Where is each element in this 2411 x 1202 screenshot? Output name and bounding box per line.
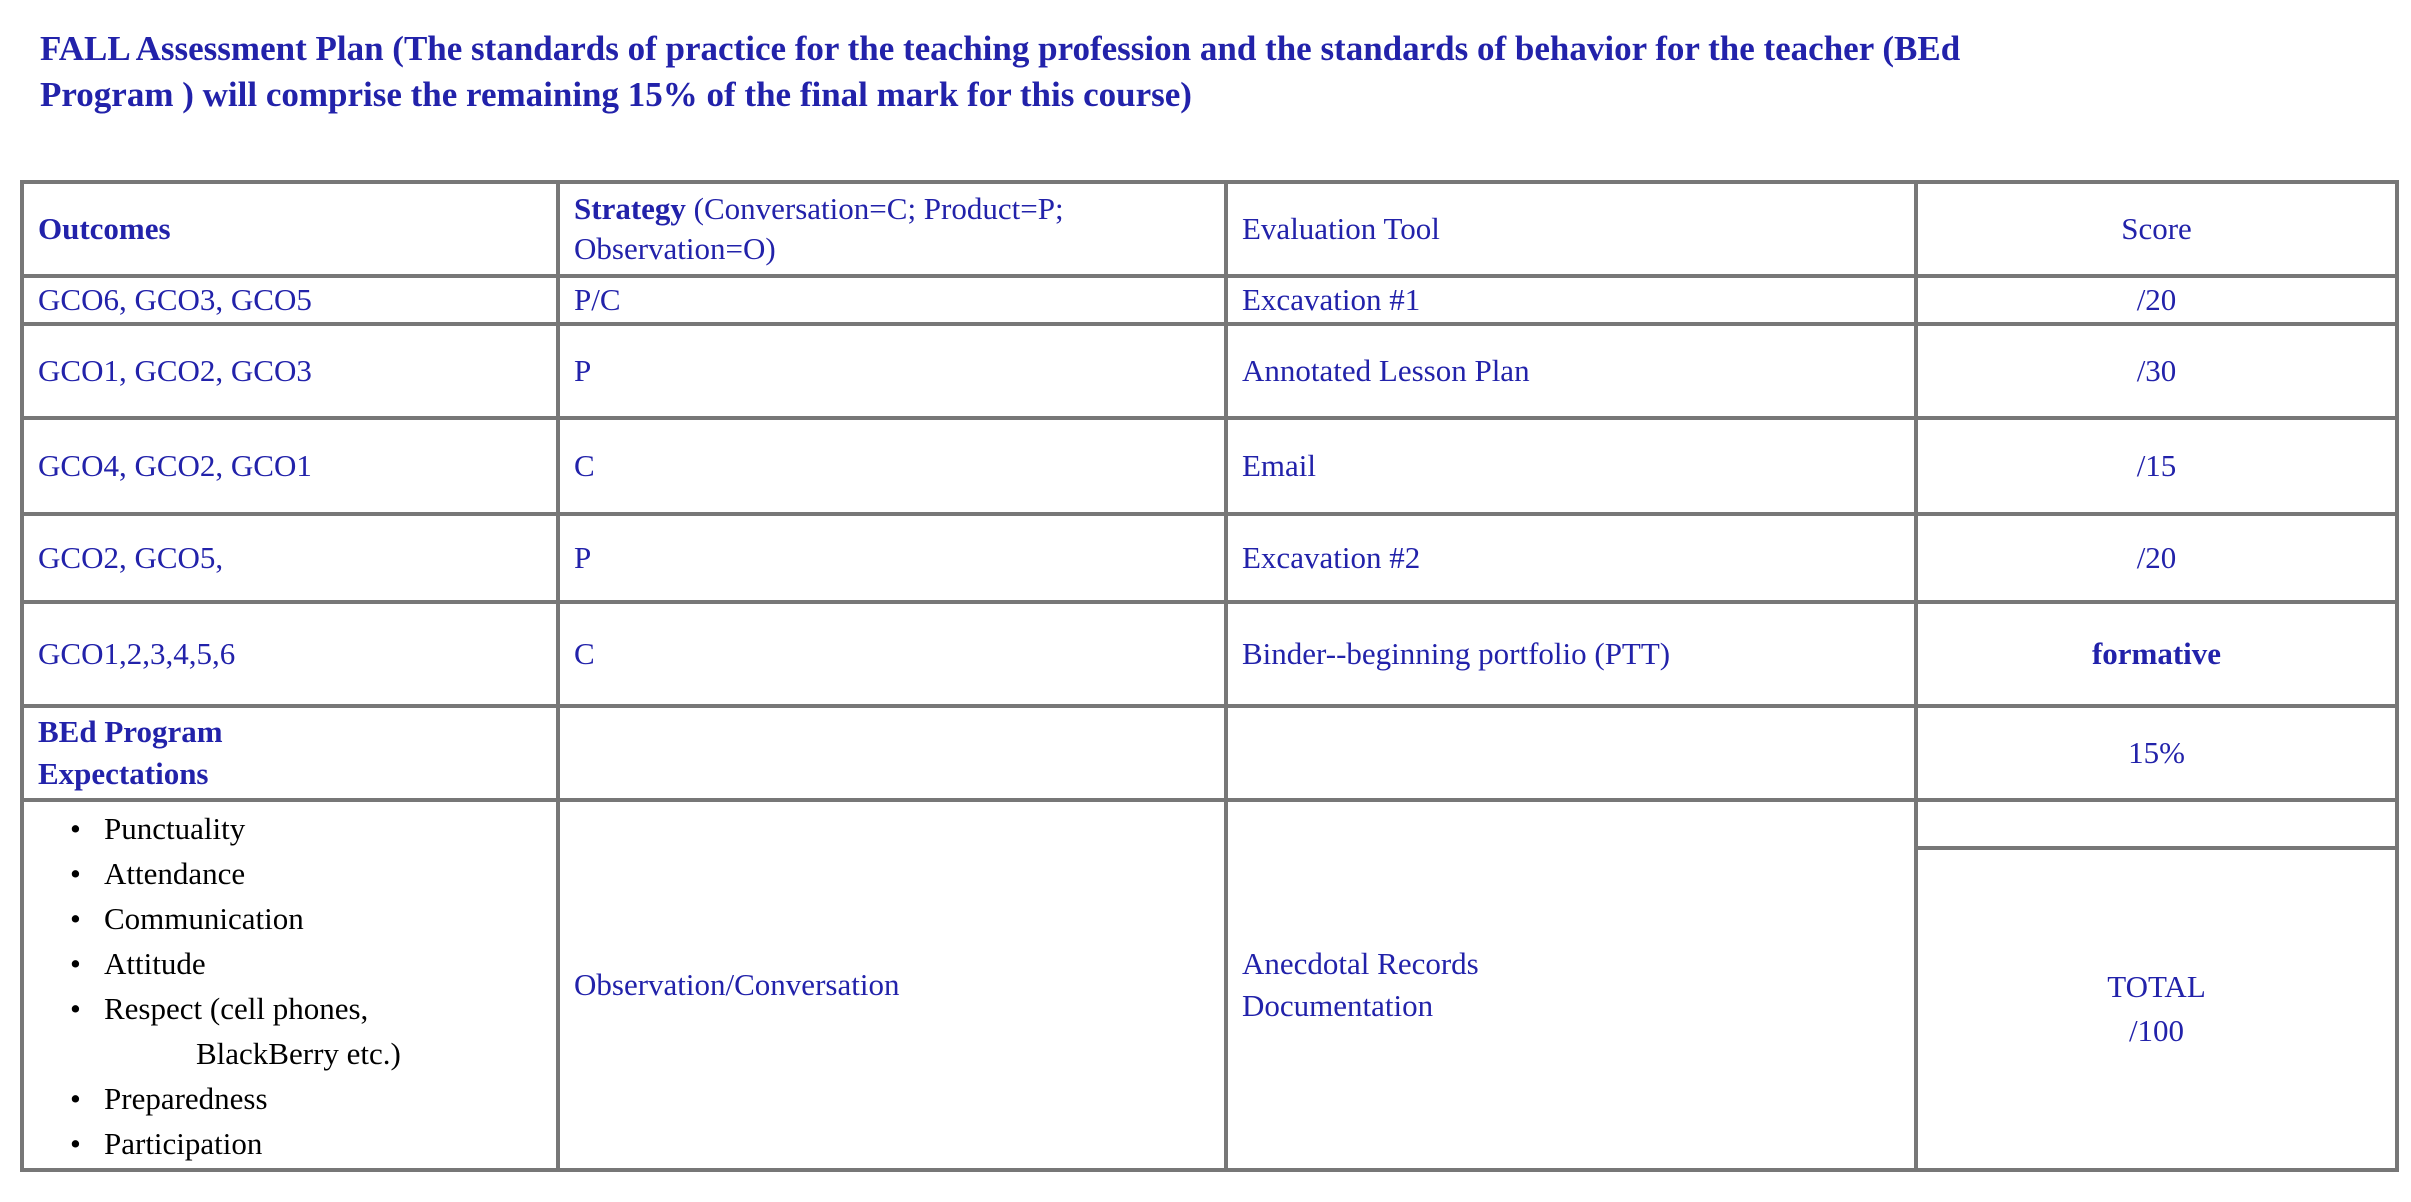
list-item: • Punctuality (38, 806, 542, 851)
expectations-strategy-cell: Observation/Conversation (558, 800, 1226, 1170)
list-item: • Communication (38, 896, 542, 941)
score-cell: /15 (1916, 418, 2397, 514)
page-title-line1: FALL Assessment Plan (The standards of practice for the teaching profession and the standards of behavior for the teacher (BEd (40, 29, 1961, 68)
empty-cell (1226, 706, 1916, 800)
strategy-cell: C (558, 602, 1226, 706)
expectations-bullet-list-cell (22, 800, 558, 1170)
total-score-cell (1916, 848, 2397, 1170)
list-item: • Participation (38, 1121, 542, 1166)
strategy-cell: P/C (558, 276, 1226, 324)
header-cell-outcomes: Outcomes (22, 182, 558, 276)
header-cell-score: Score (1916, 182, 2397, 276)
assessment-plan-table (20, 180, 2399, 1172)
evaluation-tool-cell: Email (1226, 418, 1916, 514)
table-row (22, 418, 2397, 514)
list-item: • Attitude (38, 941, 542, 986)
expectations-row (22, 800, 2397, 848)
evaluation-tool-cell: Annotated Lesson Plan (1226, 324, 1916, 418)
bed-program-row (22, 706, 2397, 800)
respect-line2: BlackBerry etc.) (196, 1036, 401, 1071)
outcomes-cell: GCO1, GCO2, GCO3 (22, 324, 558, 418)
expectations-bullet-list (38, 806, 542, 1166)
score-cell: /30 (1916, 324, 2397, 418)
score-cell: /20 (1916, 276, 2397, 324)
strategy-cell: C (558, 418, 1226, 514)
table-row (22, 324, 2397, 418)
header-cell-strategy (558, 182, 1226, 276)
header-cell-evaluation-tool: Evaluation Tool (1226, 182, 1916, 276)
empty-score-cell (1916, 800, 2397, 848)
score-cell: formative (1916, 602, 2397, 706)
respect-line1: Respect (cell phones, (104, 991, 369, 1026)
evaluation-tool-cell: Excavation #2 (1226, 514, 1916, 602)
expectations-tool-cell (1226, 800, 1916, 1170)
evaluation-tool-cell: Binder--beginning portfolio (PTT) (1226, 602, 1916, 706)
table-row (22, 602, 2397, 706)
strategy-cell: P (558, 514, 1226, 602)
tool-line2: Documentation (1242, 988, 1434, 1023)
tool-line1: Anecdotal Records (1242, 946, 1479, 981)
strategy-cell: P (558, 324, 1226, 418)
list-item: • Preparedness (38, 1076, 542, 1121)
list-item: • Attendance (38, 851, 542, 896)
total-value: /100 (2128, 1013, 2185, 1049)
evaluation-tool-cell: Excavation #1 (1226, 276, 1916, 324)
header-strategy-legend: (Conversation=C; Product=P; Observation=O) (574, 191, 1064, 266)
outcomes-cell: GCO4, GCO2, GCO1 (22, 418, 558, 514)
header-strategy-word: Strategy (574, 191, 686, 226)
bed-program-label-line2: Expectations (38, 756, 209, 791)
page-title-line2: Program ) will comprise the remaining 15% of the final mark for this course) (40, 75, 1192, 114)
header-row (22, 182, 2397, 276)
outcomes-cell: GCO1,2,3,4,5,6 (22, 602, 558, 706)
outcomes-cell: GCO2, GCO5, (22, 514, 558, 602)
bed-program-score: 15% (1916, 706, 2397, 800)
table-row (22, 276, 2397, 324)
empty-cell (558, 706, 1226, 800)
bed-program-label-line1: BEd Program (38, 714, 223, 749)
bed-program-label (22, 706, 558, 800)
outcomes-cell: GCO6, GCO3, GCO5 (22, 276, 558, 324)
page-title (40, 26, 2383, 118)
table-row (22, 514, 2397, 602)
total-label: TOTAL (2107, 969, 2206, 1005)
score-cell: /20 (1916, 514, 2397, 602)
list-item (38, 986, 542, 1076)
